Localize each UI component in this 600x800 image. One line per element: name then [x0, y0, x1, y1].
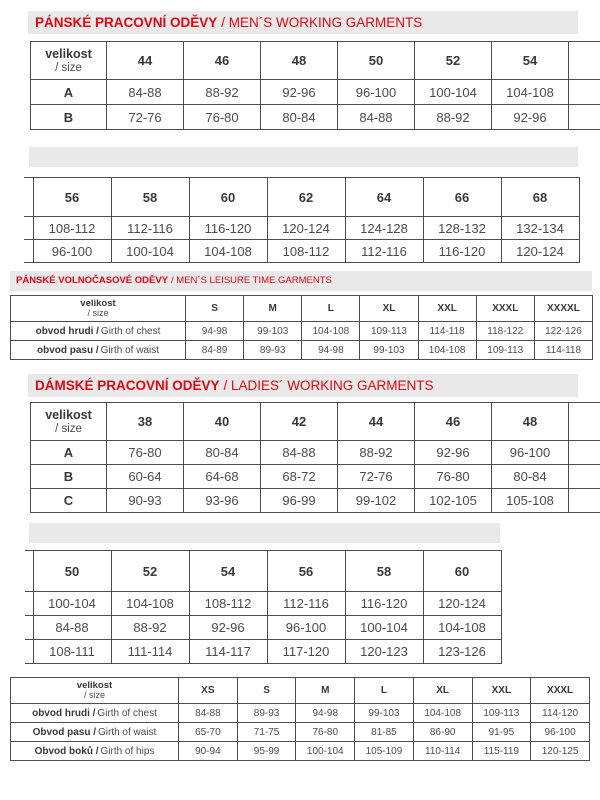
value-cell: 88-92: [415, 105, 492, 130]
value-cell: 120-124: [501, 240, 579, 263]
size-cell: 58: [345, 551, 423, 592]
row-label-en: Girth of chest: [100, 325, 161, 337]
value-cell: 76-80: [184, 105, 261, 130]
table-row: [31, 489, 600, 513]
value-cell: 96-100: [492, 441, 569, 465]
value-cell: 88-92: [111, 616, 189, 640]
row-label-cell: C: [31, 489, 107, 513]
value-cell: 99-103: [360, 341, 418, 360]
size-header-cell: [31, 42, 107, 80]
row-label-cell: B: [31, 465, 107, 489]
mens-leisure-title-bar: [10, 271, 592, 291]
value-cell: 68-72: [261, 465, 338, 489]
mens-leisure-table: [10, 295, 593, 360]
cut-cell: [25, 592, 33, 616]
value-cell: 94-98: [302, 341, 360, 360]
size-cell: S: [186, 296, 244, 322]
table-row: [25, 592, 501, 616]
size-cell: 52: [111, 551, 189, 592]
value-cell: 104-108: [418, 341, 476, 360]
value-cell: 94-98: [186, 322, 244, 341]
value-cell: 109-113: [476, 341, 534, 360]
value-cell: 72-76: [107, 105, 184, 130]
size-cell: 46: [184, 42, 261, 80]
row-label-cell: [11, 742, 179, 761]
table-header-row: [11, 678, 590, 704]
mens-working-title-cs: PÁNSKÉ PRACOVNÍ ODĚVY: [35, 15, 218, 30]
table-header-row: [31, 403, 600, 441]
value-cell: 60-64: [107, 465, 184, 489]
row-label-cell: [11, 341, 186, 360]
value-cell: 128-132: [423, 217, 501, 240]
size-cell: XL: [413, 678, 472, 704]
row-label-cell: [11, 723, 179, 742]
row-label-cs: Obvod boků /: [34, 745, 99, 757]
value-cell: 105-109: [355, 742, 414, 761]
value-cell: 84-88: [107, 80, 184, 105]
table-row: [11, 322, 593, 341]
value-cell: 100-104: [415, 80, 492, 105]
value-cell: 114-118: [418, 322, 476, 341]
size-header-en: / size: [87, 308, 109, 319]
table-row: [11, 723, 590, 742]
value-cell: 64-68: [184, 465, 261, 489]
size-cell: 48: [261, 42, 338, 80]
ladies-measurements-table: [10, 677, 590, 761]
value-cell: 84-88: [33, 616, 111, 640]
size-cell: 64: [345, 178, 423, 217]
size-cell: 52: [415, 42, 492, 80]
value-cell: 86-90: [413, 723, 472, 742]
size-cell: 48: [492, 403, 569, 441]
value-cell: 96-100: [531, 723, 590, 742]
ladies-table1-wrap: [30, 402, 600, 520]
value-cell: 120-124: [267, 217, 345, 240]
value-cell: 100-104: [296, 742, 355, 761]
cut-cell: [569, 441, 600, 465]
value-cell: 80-84: [492, 465, 569, 489]
value-cell: 109-113: [472, 704, 531, 723]
ladies-working-title-cs: DÁMSKÉ PRACOVNÍ ODĚVY: [35, 378, 220, 393]
size-cell: 50: [338, 42, 415, 80]
value-cell: 88-92: [184, 80, 261, 105]
row-label-cell: A: [31, 441, 107, 465]
row-label-cell: [11, 704, 179, 723]
value-cell: 110-114: [413, 742, 472, 761]
row-label-cell: [11, 322, 186, 341]
table-row: [31, 80, 600, 105]
cut-cell: [569, 489, 600, 513]
value-cell: 84-88: [179, 704, 238, 723]
size-header-cell: [11, 296, 186, 322]
size-cell: 38: [107, 403, 184, 441]
value-cell: 84-88: [261, 441, 338, 465]
value-cell: 104-108: [492, 80, 569, 105]
size-cell: 68: [501, 178, 579, 217]
value-cell: 92-96: [415, 441, 492, 465]
size-cell: XXL: [418, 296, 476, 322]
value-cell: 116-120: [189, 217, 267, 240]
value-cell: 81-85: [355, 723, 414, 742]
cut-cell: [25, 640, 33, 664]
value-cell: 89-93: [237, 704, 296, 723]
row-label-cell: A: [31, 80, 107, 105]
size-cell: L: [355, 678, 414, 704]
value-cell: 92-96: [189, 616, 267, 640]
value-cell: 105-108: [492, 489, 569, 513]
mens-sizes-table-1: [30, 41, 600, 130]
value-cell: 99-103: [355, 704, 414, 723]
size-cell: 62: [267, 178, 345, 217]
value-cell: 120-124: [423, 592, 501, 616]
value-cell: 76-80: [107, 441, 184, 465]
mens-sizes-table-2: [24, 177, 580, 263]
mens-leisure-title-cs: PÁNSKÉ VOLNOČASOVÉ ODĚVY: [16, 275, 169, 286]
size-cell: 60: [423, 551, 501, 592]
cut-cell: [569, 42, 600, 80]
value-cell: 76-80: [296, 723, 355, 742]
separator-bar: [29, 523, 500, 543]
value-cell: 91-95: [472, 723, 531, 742]
table-row: [31, 105, 600, 130]
size-header-cell: [11, 678, 179, 704]
size-cell: 56: [267, 551, 345, 592]
value-cell: 118-122: [476, 322, 534, 341]
value-cell: 104-108: [413, 704, 472, 723]
mens-working-title-en: / MEN´S WORKING GARMENTS: [221, 15, 423, 30]
value-cell: 94-98: [296, 704, 355, 723]
value-cell: 84-88: [338, 105, 415, 130]
value-cell: 111-114: [111, 640, 189, 664]
value-cell: 72-76: [338, 465, 415, 489]
size-cell: XXXXL: [534, 296, 592, 322]
value-cell: 108-111: [33, 640, 111, 664]
row-label-cell: B: [31, 105, 107, 130]
size-cell: S: [237, 678, 296, 704]
value-cell: 112-116: [267, 592, 345, 616]
value-cell: 114-120: [531, 704, 590, 723]
cut-cell: [24, 217, 33, 240]
value-cell: 100-104: [345, 616, 423, 640]
size-cell: 40: [184, 403, 261, 441]
value-cell: 96-100: [267, 616, 345, 640]
value-cell: 102-105: [415, 489, 492, 513]
size-cell: 60: [189, 178, 267, 217]
value-cell: 90-94: [179, 742, 238, 761]
size-cell: 44: [338, 403, 415, 441]
cut-cell: [24, 240, 33, 263]
cut-cell: [569, 80, 600, 105]
value-cell: 124-128: [345, 217, 423, 240]
value-cell: 114-117: [189, 640, 267, 664]
table-row: [25, 616, 501, 640]
table-row: [25, 640, 501, 664]
value-cell: 104-108: [302, 322, 360, 341]
value-cell: 88-92: [338, 441, 415, 465]
value-cell: 132-134: [501, 217, 579, 240]
value-cell: 89-93: [244, 341, 302, 360]
mens-working-title-bar: [28, 11, 578, 34]
value-cell: 112-116: [111, 217, 189, 240]
size-header-cs: velikost: [80, 297, 116, 309]
table-row: [11, 742, 590, 761]
value-cell: 120-123: [345, 640, 423, 664]
value-cell: 115-119: [472, 742, 531, 761]
value-cell: 96-100: [33, 240, 111, 263]
value-cell: 116-120: [423, 240, 501, 263]
ladies-working-title-en: / LADIES´ WORKING GARMENTS: [223, 378, 434, 393]
row-label-en: Girth of hips: [100, 745, 155, 757]
value-cell: 84-89: [186, 341, 244, 360]
size-cell: M: [244, 296, 302, 322]
value-cell: 108-112: [33, 217, 111, 240]
value-cell: 108-112: [267, 240, 345, 263]
table-row: [24, 240, 579, 263]
row-label-en: Girth of waist: [97, 726, 157, 738]
value-cell: 96-99: [261, 489, 338, 513]
ladies-sizes-table-1: [30, 402, 600, 513]
row-label-en: Girth of waist: [100, 344, 160, 356]
value-cell: 123-126: [423, 640, 501, 664]
table-row: [31, 441, 600, 465]
size-cell: 50: [33, 551, 111, 592]
table-row: [11, 704, 590, 723]
value-cell: 100-104: [111, 240, 189, 263]
size-cell: 44: [107, 42, 184, 80]
size-cell: 42: [261, 403, 338, 441]
row-label-cs: Obvod pasu /: [32, 726, 96, 738]
value-cell: 96-100: [338, 80, 415, 105]
size-cell: 66: [423, 178, 501, 217]
row-label-cs: obvod pasu /: [36, 344, 99, 356]
size-cell: XL: [360, 296, 418, 322]
value-cell: 114-118: [534, 341, 592, 360]
ladies-sizes-table-2: [25, 550, 502, 664]
table-header-row: [11, 296, 593, 322]
row-label-cs: obvod hrudi /: [32, 707, 96, 719]
value-cell: 104-108: [111, 592, 189, 616]
value-cell: 80-84: [261, 105, 338, 130]
value-cell: 95-99: [237, 742, 296, 761]
size-header-en: / size: [55, 61, 82, 74]
row-label-cs: obvod hrudi /: [35, 325, 99, 337]
cut-cell: [569, 465, 600, 489]
value-cell: 76-80: [415, 465, 492, 489]
size-header-cs: velikost: [45, 46, 92, 61]
ladies-working-title-bar: [28, 374, 578, 397]
cut-cell: [25, 551, 33, 592]
size-cell: 54: [492, 42, 569, 80]
value-cell: 99-103: [244, 322, 302, 341]
table-header-row: [24, 178, 579, 217]
value-cell: 112-116: [345, 240, 423, 263]
value-cell: 93-96: [184, 489, 261, 513]
value-cell: 108-112: [189, 592, 267, 616]
table-row: [11, 341, 593, 360]
cut-cell: [24, 178, 33, 217]
value-cell: 104-108: [189, 240, 267, 263]
size-header-en: / size: [55, 422, 82, 435]
table-row: [24, 217, 579, 240]
table-header-row: [31, 42, 600, 80]
value-cell: 99-102: [338, 489, 415, 513]
cut-cell: [569, 403, 600, 441]
table-header-row: [25, 551, 501, 592]
size-header-cs: velikost: [76, 679, 113, 691]
size-cell: 54: [189, 551, 267, 592]
row-label-en: Girth of chest: [97, 707, 157, 719]
value-cell: 109-113: [360, 322, 418, 341]
size-header-cs: velikost: [45, 407, 92, 422]
size-cell: XXXL: [531, 678, 590, 704]
size-cell: 46: [415, 403, 492, 441]
value-cell: 80-84: [184, 441, 261, 465]
value-cell: 92-96: [492, 105, 569, 130]
mens-table1-wrap: [30, 41, 600, 136]
value-cell: 104-108: [423, 616, 501, 640]
separator-bar: [29, 147, 578, 167]
value-cell: 120-125: [531, 742, 590, 761]
cut-cell: [25, 616, 33, 640]
cut-cell: [569, 105, 600, 130]
value-cell: 122-126: [534, 322, 592, 341]
size-header-en: / size: [83, 690, 105, 701]
table-row: [31, 465, 600, 489]
value-cell: 117-120: [267, 640, 345, 664]
mens-leisure-title-en: / MEN´S LEISURE TIME GARMENTS: [171, 275, 332, 286]
value-cell: 65-70: [179, 723, 238, 742]
size-cell: M: [296, 678, 355, 704]
size-cell: XXL: [472, 678, 531, 704]
size-cell: XS: [179, 678, 238, 704]
size-header-cell: [31, 403, 107, 441]
value-cell: 116-120: [345, 592, 423, 616]
value-cell: 71-75: [237, 723, 296, 742]
value-cell: 92-96: [261, 80, 338, 105]
size-cell: L: [302, 296, 360, 322]
size-cell: 58: [111, 178, 189, 217]
size-cell: 56: [33, 178, 111, 217]
value-cell: 100-104: [33, 592, 111, 616]
size-cell: XXXL: [476, 296, 534, 322]
value-cell: 90-93: [107, 489, 184, 513]
